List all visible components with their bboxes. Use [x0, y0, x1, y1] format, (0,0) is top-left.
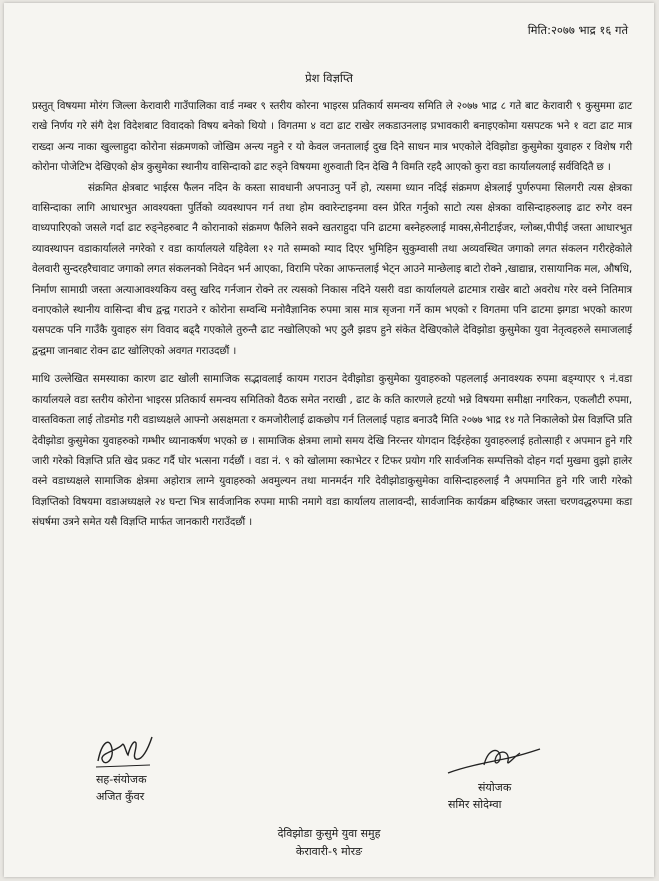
- release-body: [32, 96, 632, 533]
- press-release-page: [4, 3, 654, 877]
- paragraph-1: प्रस्तुत् विषयमा मोरंग जिल्ला केरावारी गाउँपालिका वार्ड नम्बर ९ स्तरीय कोरना भाइरस प्रतिकार्य समन्वय समिति ले २०७७ भाद्र ८ गते बाट केरावारी ९ कुसुममा ढाट राखे निर्णय गरे संगै देश विदेशबाट विवादको विषय बनेको थियो । विगतमा ४ वटा ढाट राखेर लकडाउनलाइ प्रभावकारी बनाइएकोमा यसपटक भने १ वटा ढाट मात्र राख्दा अन्य नाका खुल्लाहुदा कोरोना संक्रमणको जोखिम अन्त्य नहुने र यो केवल जनतालाई दुख दिने साधन मात्र भएकोले देविझोडा कुसुमेका युवाहरु र विशेष गरी कोरोना पोजेटिभ देखिएको क्षेत्र कुसुमेका स्थानीय वासिन्दाको ढाट रुड्ने विषयमा शुरुवाती दिन देखि नै विमति रहदै आएको कुरा वडा कार्यालयलाई सर्वविदितै छ ।: [32, 100, 632, 174]
- coordinator-name: समिर सोदेम्वा: [448, 798, 502, 811]
- organization-address: केरावारी-९ मोरङ: [295, 845, 363, 858]
- signature-block-coordinator: [444, 743, 544, 813]
- handwritten-signature-right: [444, 743, 544, 779]
- paragraph-3: माथि उल्लेखित समस्याका कारण ढाट खोली सामाजिक सद्भावलाई कायम गराउन देवीझोडा कुसुमेका युवाहरुको पहललाई अनावश्यक रुपमा बङ्ग्याएर ९ नं.वडा कार्यालयले वडा स्तरीय कोरोना भाइरस प्रतिकार्य समन्वय समितिको वैठक समेत नराखी , ढाट के कति कारणले हटयो भन्ने विषयमा समीक्षा नगरिकन, एकलौटी रुपमा, वास्तविकता लाई तोडमोड गरी वडाध्यक्षले आफ्नो असक्षमता र कमजोरीलाई ढाकछोप गर्न तिललाई पहाड बनाउदै मिति २०७७ भाद्र १४ गते निकालेको प्रेस विज्ञप्ति प्रति देवीझोडा कुसुमेका युवाहरुको गम्भीर ध्यानाकर्षण भएको छ । सामाजिक क्षेत्रमा लामो समय देखि निरन्तर योगदान दिईरहेका युवाहरुलाई हतोत्साही र अपमान हुने गरि जारी गरेको विज्ञप्ति प्रति खेद प्रकट गर्दै घोर भत्सना गर्दछौं । वडा नं. ९ को खोलामा स्काभेटर र टिफर प्रयोग गरि सार्वजनिक सम्पत्तिको दोहन गर्दा मुखमा वुझो हालेर वस्ने वडाध्यक्षले सामाजिक क्षेत्रमा अहोरात्र लाग्ने युवाहरुको अवमुल्यन तथा मानमर्दन गरि देवीझोडाकुसुमेका वासिन्दाहरुलाई नै अपमानित हुने गरि जारी गरेको विज्ञप्तिको विषयमा वडाअध्यक्षले २४ घन्टा भित्र सार्वजानिक रुपमा माफी नमागे वडा कार्यालय तालावन्दी, सार्वजानिक कार्यक्रम बहिष्कार जस्ता चरणवद्धरुपमा कडा संघर्षमा उत्रने समेत यसै विज्ञप्ति मार्फत जानकारी गराउँदछौं ।: [32, 373, 632, 529]
- handwritten-signature-left: [92, 731, 172, 771]
- organization-footer: [4, 825, 654, 861]
- paragraph-2: संक्रमित क्षेत्रबाट भाईरस फैलन नदिन के कस्ता सावधानी अपनाउनु पर्ने हो, त्यसमा ध्यान नदिई संक्रमण क्षेत्रलाई पुर्णरुपमा सिलगरी त्यस क्षेत्रका वासिन्दाका लागि आधारभुत आवश्यक्ता पुर्तिको व्यवस्थापन गर्न तथा होम क्वारेन्टाइनमा वस्न प्रेरित गर्नुको साटो त्यस क्षेत्रका वासिन्दाहरुलाइ ढाट रुगेर वस्न वाध्यपारिएको जसले गर्दा ढाट रुङ्नेहरुबाट नै कोरानाको संक्रमण फैलिने सक्ने खतराहुदा पनि ढाटमा बस्नेहरुलाई माक्स,सेनीटाईजर, ग्लोब्स,पीपीई जस्ता आधारभुत व्यावस्थापन वडाकार्यालले नगरेको र वडा कार्यालयले यहिवेला १२ गते सम्मको म्याद दिएर भुमिहिन सुकुम्वासी तथा अव्यवस्थित जगाको लगत संकलन गरीरहेकोले वेलवारी सुन्दरहरैचावाट जगाको लगत संकलनको निवेदन भर्न आएका, विरामि परेका आफन्तलाई भेट्न आउने मान्छेलाइ बाटो रोक्ने ,खाद्यान्न, रासायानिक मल, औषधि, निर्माण सामाग्री जस्ता अत्याआवश्यकिय वस्तु खरिद गर्नजान रोक्ने तर त्यसको निकास नदिने यसरी वडा कार्यालयले ढाटमात्र राखेर बाटो अवरोध गरेर वस्ने नितिमात्र वनाएकोले स्थानीय वासिन्दा बीच द्वन्द्व गराउने र कोरोना सम्वन्धि मनोवैज्ञानिक रुपमा त्रास मात्र सृजना गर्ने काम भएको र विगतमा पनि ढाटमा झगडा भएको कारण यसपटक पनि गाउँकै युवाहरु संग विवाद बढ्दै गएकोले तुरुन्तै ढाट नखोलिएको भए ठुलै झडप हुने संकेत देखिएकोले देविझोडा कुसुमेका युवा नेतृत्वहरुले समाजलाई द्वन्द्वमा जानबाट रोक्न ढाट खोलिएको अवगत गराउदछौं ।: [32, 181, 632, 357]
- coordinator-role: संयोजक: [478, 781, 512, 794]
- signature-block-co-coordinator: [92, 731, 172, 805]
- co-coordinator-role: सह-संयोजक: [96, 773, 147, 786]
- co-coordinator-name: अजित कुँवर: [96, 790, 145, 803]
- release-date: मिति:२०७७ भाद्र १६ गते: [527, 23, 628, 37]
- organization-name: देविझोडा कुसुमे युवा समुह: [277, 827, 381, 840]
- document-title: प्रेश विज्ञप्ति: [305, 71, 353, 85]
